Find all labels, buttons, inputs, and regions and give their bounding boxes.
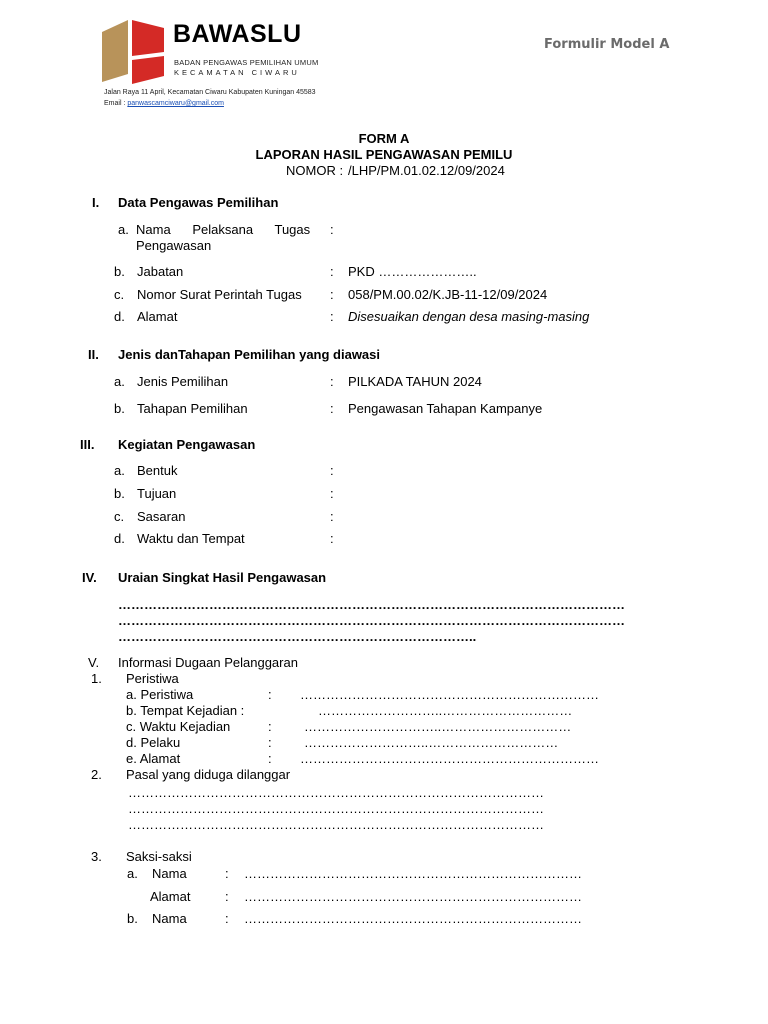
bentuk-label: Bentuk (137, 463, 178, 478)
nama-pelaksana-label-2: Pengawasan (136, 238, 212, 253)
colon: : (268, 719, 272, 734)
peristiwa-item-label: a. Peristiwa (126, 687, 194, 702)
colon: : (330, 287, 334, 302)
tempat-kejadian-label: b. Tempat Kejadian : (126, 703, 245, 718)
jenis-pemilihan-value: PILKADA TAHUN 2024 (348, 374, 482, 389)
surat-tugas-label: Nomor Surat Perintah Tugas (137, 287, 302, 302)
colon: : (330, 309, 334, 324)
pasal-num: 2. (91, 767, 102, 782)
report-title: LAPORAN HASIL PENGAWASAN PEMILU (255, 147, 513, 162)
item-letter: a. (118, 222, 129, 237)
item-letter: c. (114, 509, 125, 524)
item-letter: b. (114, 486, 125, 501)
section-2-num: II. (88, 347, 99, 362)
pelaku-value: ………………………..………………………… (304, 735, 559, 750)
email-line (104, 100, 224, 107)
email-label: Email : (104, 100, 126, 107)
jabatan-label: Jabatan (137, 264, 184, 279)
pasal-label: Pasal yang diduga dilanggar (126, 767, 291, 782)
section-1-heading: Data Pengawas Pemilihan (118, 195, 279, 210)
item-letter: a. (114, 374, 125, 389)
waktu-tempat-label: Waktu dan Tempat (137, 531, 245, 546)
pasal-line: …………………………………………………………………………………… (128, 817, 544, 832)
tujuan-label: Tujuan (137, 486, 177, 501)
colon: : (330, 264, 334, 279)
colon: : (225, 911, 229, 926)
peristiwa-item-value: …………………………………………………………… (300, 687, 599, 702)
saksi-nama-value: …………………………………………………………………… (244, 866, 582, 881)
colon: : (330, 531, 334, 546)
waktu-kejadian-value: …………………………..………………………… (304, 719, 572, 734)
colon: : (330, 222, 334, 237)
jabatan-value: PKD ………………….. (348, 264, 477, 279)
saksi-alamat-label: Alamat (150, 889, 191, 904)
section-3-num: III. (80, 437, 95, 452)
peristiwa-label: Peristiwa (126, 671, 179, 686)
email-link[interactable]: panwascamciwaru@gmail.com (127, 100, 224, 107)
colon: : (330, 463, 334, 478)
uraian-line: ……………………………………………………………………………………………………… (118, 613, 625, 628)
saksi-letter: a. (127, 866, 138, 881)
brand-name: BAWASLU (173, 20, 302, 48)
org-line-1: BADAN PENGAWAS PEMILIHAN UMUM (174, 58, 319, 67)
colon: : (225, 866, 229, 881)
form-model-label: Formulir Model A (544, 37, 670, 52)
pasal-line: …………………………………………………………………………………… (128, 785, 544, 800)
item-letter: d. (114, 309, 125, 324)
saksi-nama-label: Nama (152, 866, 187, 881)
item-letter: a. (114, 463, 125, 478)
colon: : (330, 374, 334, 389)
org-line-2: KECAMATAN CIWARU (174, 68, 300, 77)
colon: : (330, 401, 334, 416)
tahapan-value: Pengawasan Tahapan Kampanye (348, 401, 543, 416)
alamat-kejadian-value: …………………………………………………………… (300, 751, 599, 766)
nama-pelaksana-label: Nama Pelaksana Tugas (136, 222, 311, 237)
pasal-line: …………………………………………………………………………………… (128, 801, 544, 816)
sasaran-label: Sasaran (137, 509, 186, 524)
alamat-kejadian-label: e. Alamat (126, 751, 181, 766)
alamat-value: Disesuaikan dengan desa masing-masing (348, 309, 590, 324)
section-1-num: I. (92, 195, 100, 210)
section-5-heading: Informasi Dugaan Pelanggaran (118, 655, 298, 670)
nomor-value: /LHP/PM.01.02.12/09/2024 (348, 163, 505, 178)
section-4-num: IV. (82, 570, 97, 585)
saksi-nama-label: Nama (152, 911, 187, 926)
bawaslu-logo-icon (98, 16, 170, 88)
item-letter: d. (114, 531, 125, 546)
form-title: FORM A (358, 131, 410, 146)
section-3-heading: Kegiatan Pengawasan (118, 437, 256, 452)
colon: : (268, 751, 272, 766)
alamat-label: Alamat (137, 309, 178, 324)
tempat-kejadian-value: ………………………..………………………… (318, 703, 573, 718)
saksi-nama-value: …………………………………………………………………… (244, 911, 582, 926)
section-4-heading: Uraian Singkat Hasil Pengawasan (118, 570, 327, 585)
pelaku-label: d. Pelaku (126, 735, 181, 750)
item-letter: b. (114, 264, 125, 279)
waktu-kejadian-label: c. Waktu Kejadian (126, 719, 231, 734)
item-letter: c. (114, 287, 125, 302)
address: Jalan Raya 11 April, Kecamatan Ciwaru Kabupaten Kuningan 45583 (104, 89, 316, 96)
saksi-num: 3. (91, 849, 102, 864)
letterhead (96, 14, 354, 114)
saksi-label: Saksi-saksi (126, 849, 192, 864)
saksi-letter: b. (127, 911, 138, 926)
colon: : (330, 509, 334, 524)
saksi-alamat-value: …………………………………………………………………… (244, 889, 582, 904)
colon: : (268, 735, 272, 750)
item-letter: b. (114, 401, 125, 416)
colon: : (330, 486, 334, 501)
uraian-line: ……………………………………………………………………………………………………… (118, 597, 625, 612)
surat-tugas-value: 058/PM.00.02/K.JB-11-12/09/2024 (348, 287, 548, 302)
peristiwa-num: 1. (91, 671, 102, 686)
colon: : (268, 687, 272, 702)
uraian-line: ……………………………………………………………………….. (118, 629, 477, 644)
colon: : (225, 889, 229, 904)
tahapan-label: Tahapan Pemilihan (137, 401, 248, 416)
jenis-pemilihan-label: Jenis Pemilihan (137, 374, 229, 389)
section-2-heading: Jenis danTahapan Pemilihan yang diawasi (118, 347, 381, 362)
section-5-num: V. (88, 655, 100, 670)
nomor-label: NOMOR : (286, 163, 344, 178)
